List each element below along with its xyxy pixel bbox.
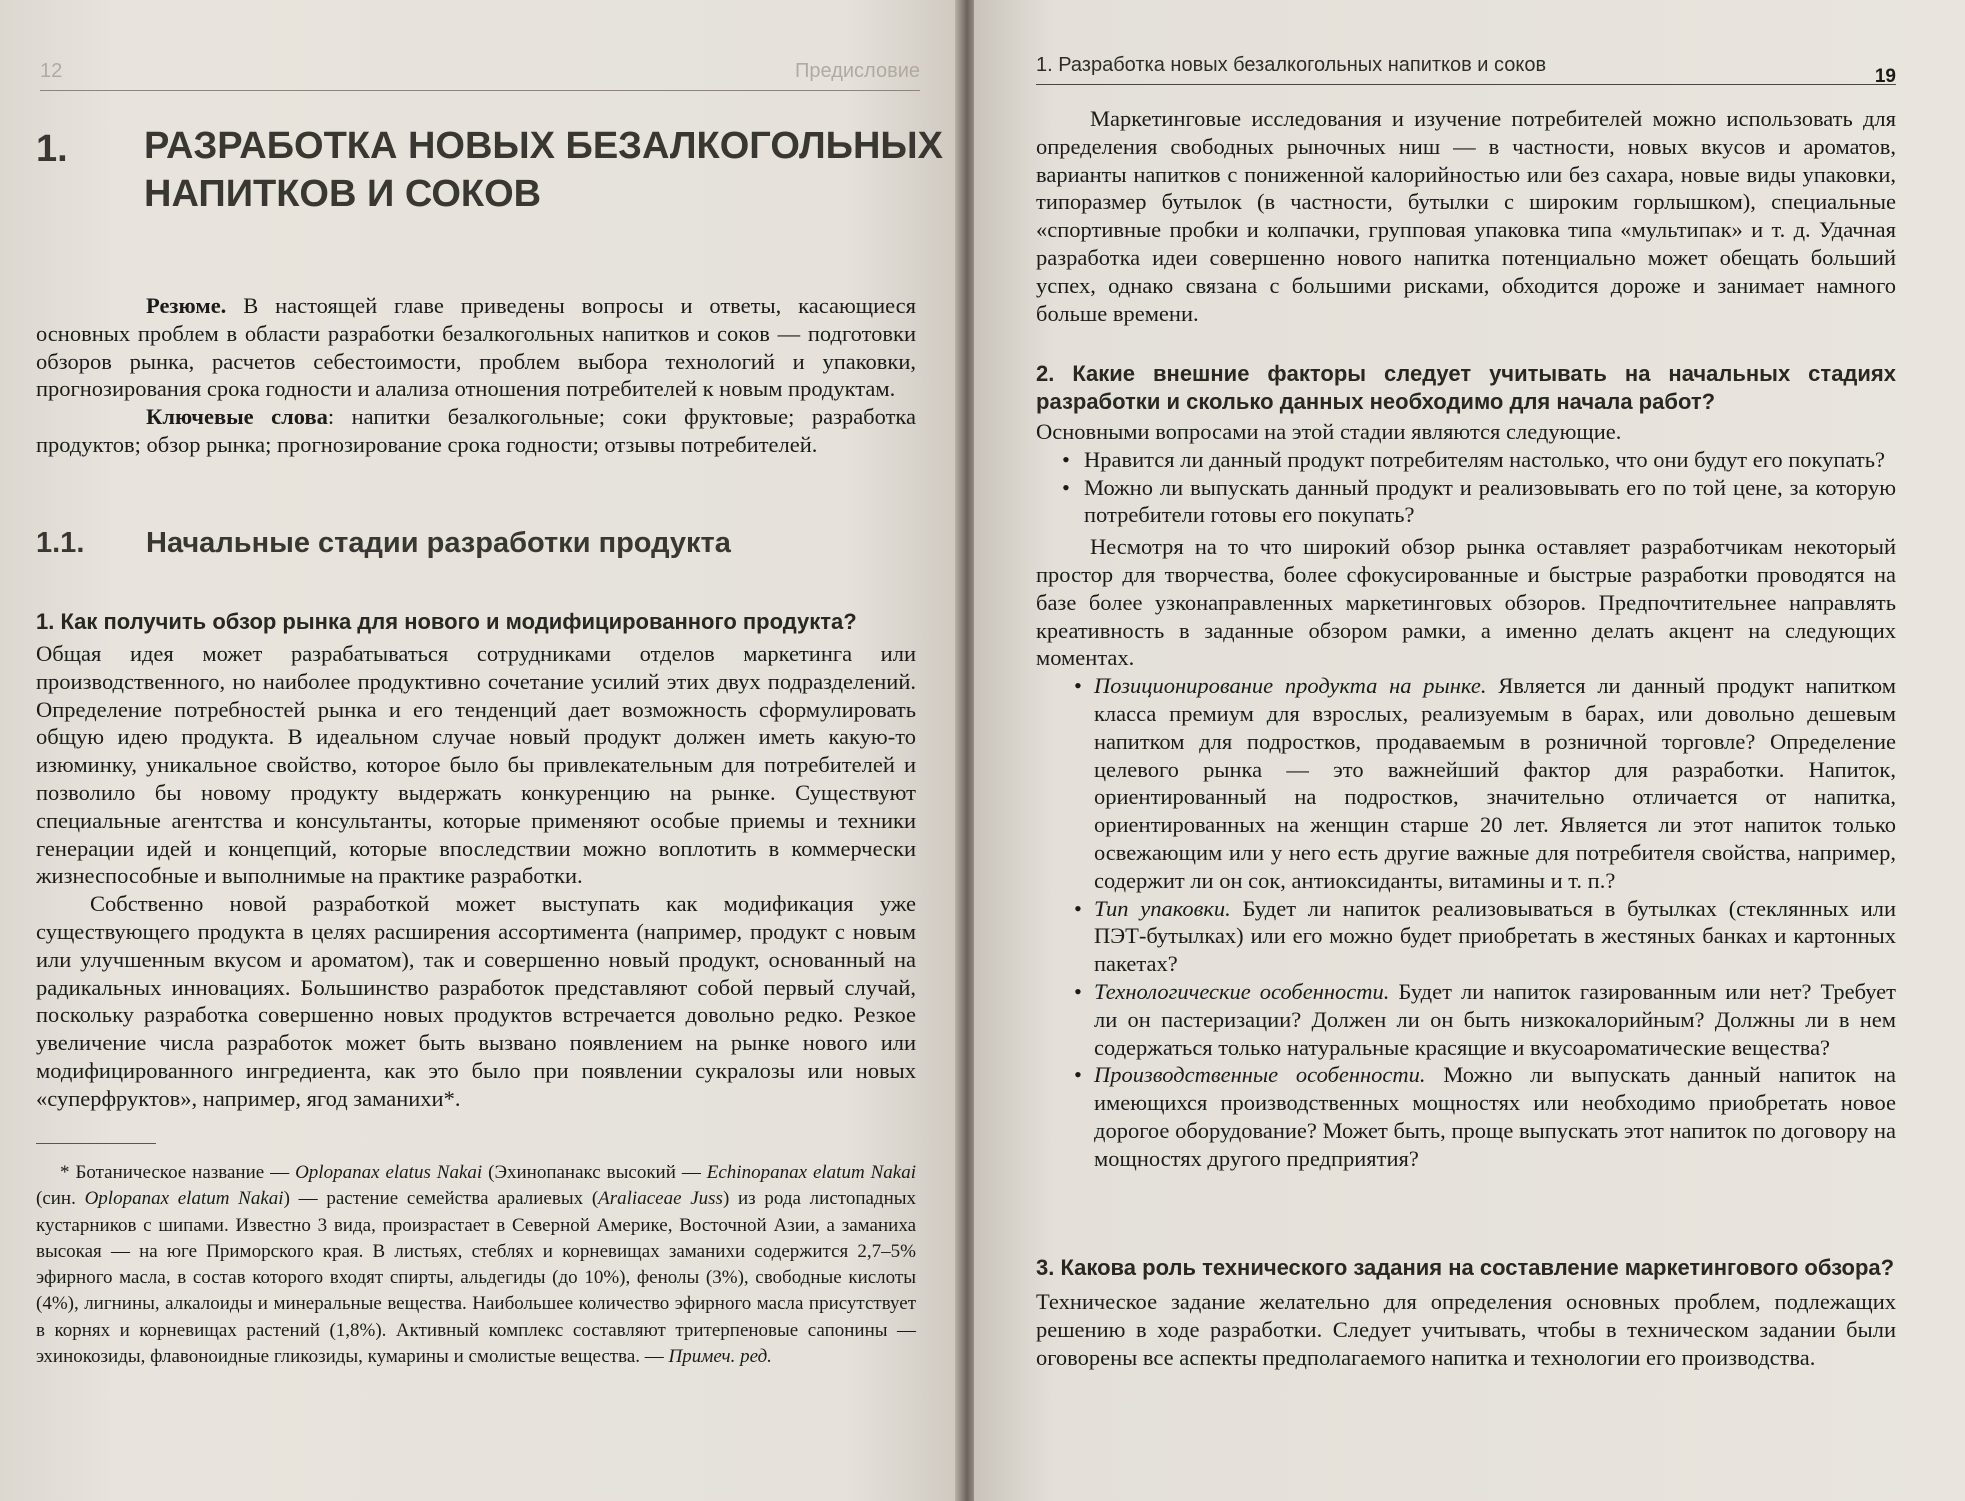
fn-text-1: * Ботаническое название — bbox=[60, 1162, 296, 1183]
summary-label: Резюме. bbox=[146, 293, 227, 318]
left-page-header bbox=[40, 52, 920, 91]
bullet-item: • Нравится ли данный продукт потребителям настолько, что они будут его покупать? bbox=[1036, 446, 1896, 474]
fn-text-4: ) — растение семейства аралиевых ( bbox=[283, 1188, 599, 1210]
chapter-title: РАЗРАБОТКА НОВЫХ БЕЗАЛКОГОЛЬНЫХ НАПИТКОВ И СОКОВ bbox=[144, 125, 943, 215]
right-page-header bbox=[1036, 50, 1896, 85]
intro-paragraph: Маркетинговые исследования и изучение потребителей можно использовать для определения свободных рыночных ниш — в частности, новых вкусов и ароматов, варианты напитков с пониженной калорийностью или без сахара, новые виды упаковки, типоразмер бутылок (в частности, бутылки с широким горлышком), специальные «спортивные пробки и колпачки, групповая упаковка типа «мультипак» и т. д. Удачная разработка идеи совершенно нового напитка потенциально может обещать больший успех, однако связана с большими рисками, обходится дороже и занимает намного больше времени. bbox=[1036, 106, 1896, 326]
bullet-item: • Можно ли выпускать данный продукт и реализовывать его по той цене, за которую потребители готовы его покупать? bbox=[1036, 474, 1896, 530]
question-3-heading: 3. Какова роль технического задания на составление маркетингового обзора? bbox=[1036, 1255, 1895, 1280]
fn-italic-5: Примеч. ред. bbox=[668, 1346, 772, 1368]
question-1-paragraph-2: Собственно новой разработкой может выступать как модификация уже существующего продукта в целях расширения ассортимента (например, продукт с новым или улучшенным вкусом и ароматом), так и совершенно новый продукт, основанный на радикальных инновациях. Большинство разработок представляют собой первый случай, поскольку разработка совершенно новых продуктов встречается довольно редко. Резкое увеличение числа разработок может быть вызвано появлением на рынке нового или модифицированного ингредиента, как это было при появлении сукралозы или новых «суперфруктов», например, ягод заманихи*. bbox=[36, 891, 916, 1111]
fn-text-3: (син. bbox=[36, 1188, 85, 1210]
point-item bbox=[1036, 895, 1896, 978]
question-2-points bbox=[1036, 672, 1896, 1172]
footnote bbox=[36, 1160, 916, 1370]
question-2 bbox=[1036, 360, 1896, 1173]
point-text: Можно ли выпускать данный напиток на имеющихся производственных мощностях или необходимо приобретать новое дорогое оборудование? Может быть, проще выпускать этот напиток по договору на мощностях другого предприятия? bbox=[1094, 1062, 1896, 1171]
question-1-paragraph-1: Общая идея может разрабатываться сотрудниками отделов маркетинга или производственного, но наиболее продуктивно сочетание усилий этих двух подразделений. Определение потребностей рынка и его тенденций дает возможность сформулировать общую идею продукта. В идеальном случае новый продукт должен иметь какую-то изюминку, уникальное свойство, которое было бы привлекательным для потребителей и позволило бы новому продукту выдержать конкуренцию на рынке. Существуют специальные агентства и консультанты, которые применяют особые приемы и техники генерации идей и концепций, которые впоследствии можно воплотить в коммерчески жизнеспособные и выполнимые на практике разработки. bbox=[36, 641, 916, 889]
question-2-bullets bbox=[1036, 446, 1896, 529]
question-3-paragraph: Техническое задание желательно для определения основных проблем, подлежащих решению в ходе разработки. Следует учитывать, чтобы в техническом задании были оговорены все аспекты предполагаемого напитка и технологии его производства. bbox=[1036, 1289, 1896, 1370]
point-item bbox=[1036, 978, 1896, 1061]
fn-italic-3: Oplopanax elatum Nakai bbox=[84, 1188, 284, 1210]
right-page bbox=[974, 0, 1965, 1501]
footnote-rule bbox=[36, 1143, 156, 1144]
section-number: 1.1. bbox=[36, 527, 85, 559]
point-label: Технологические особенности. bbox=[1094, 978, 1390, 1004]
point-label: Производственные особенности. bbox=[1094, 1062, 1426, 1088]
question-3 bbox=[1036, 1254, 1896, 1371]
question-2-heading: 2. Какие внешние факторы следует учитывать на начальных стадиях разработки и сколько данных необходимо для начала работ? bbox=[1036, 361, 1896, 414]
right-running-title: 1. Разработка новых безалкогольных напитков и соков bbox=[1036, 54, 1547, 76]
left-page bbox=[0, 0, 960, 1501]
left-page-number: 12 bbox=[40, 60, 63, 82]
point-text: Является ли данный продукт напитком класса премиум для взрослых, реализуемым в барах, или довольно дешевым напитком для подростков, продаваемым в розничной торговле? Определение целевого рынка — это важнейший фактор для разработки. Напиток, ориентированный на подростков, значительно отличается от напитка, ориентированных на женщин старше 20 лет. Является ли этот напиток только освежающим или у него есть другие важные для потребителя свойства, например, содержит ли он сок, антиоксиданты, витамины и т. п.? bbox=[1094, 673, 1896, 893]
point-text: Будет ли напиток реализовываться в бутылках (стеклянных или ПЭТ-бутылках) или его можно будет приобретать в жестяных банках и картонных пакетах? bbox=[1094, 895, 1897, 977]
fn-text-5: ) из рода листопадных кустарников с шипами. Известно 3 вида, произрастает в Северной Америке, Восточной Азии, а заманиха высокая — на юге Приморского края. В листьях, стеблях и корневищах заманихи содержится 2,7–5% эфирного масла, в состав которого входят спирты, альдегиды (до 10%), фенолы (3%), свободные кислоты (4%), лигнины, алкалоиды и минеральные вещества. Наибольшее количество эфирного масла присутствует в корнях и корневищах растений (1,8%). Активный комплекс составляют тритерпеновые сапонины — эхинокозиды, флавоноидные гликозиды, кумарины и смолистые вещества. — bbox=[36, 1188, 917, 1368]
question-1-heading: 1. Как получить обзор рынка для нового и модифицированного продукта? bbox=[36, 609, 857, 634]
fn-text-2: (Эхинопанакс высокий — bbox=[482, 1162, 707, 1183]
point-item bbox=[1036, 672, 1896, 894]
keywords-label: Ключевые слова bbox=[146, 404, 328, 430]
point-item bbox=[1036, 1061, 1896, 1172]
summary-block bbox=[36, 292, 916, 459]
point-label: Позиционирование продукта на рынке. bbox=[1094, 673, 1487, 699]
question-1 bbox=[36, 608, 916, 1113]
chapter-number: 1. bbox=[36, 128, 68, 170]
point-text: Будет ли напиток газированным или нет? Требует ли он пастеризации? Должен ли он быть низкокалорийным? Должны ли в нем содержаться только натуральные красящие и вкусоароматические вещества? bbox=[1094, 978, 1896, 1060]
fn-italic-1: Oplopanax elatus Nakai bbox=[295, 1162, 483, 1183]
question-2-lead: Основными вопросами на этой стадии являются следующие. bbox=[1036, 419, 1622, 444]
point-label: Тип упаковки. bbox=[1094, 895, 1231, 921]
question-2-paragraph-2: Несмотря на то что широкий обзор рынка оставляет разработчикам некоторый простор для творчества, более сфокусированные и быстрые разработки проводятся на базе более узконаправленных маркетинговых обзоров. Предпочтительнее направлять креативность в заданные обзором рамки, а именно делать акцент на следующих моментах. bbox=[1036, 534, 1896, 671]
right-page-number: 19 bbox=[1874, 66, 1896, 87]
section-title: Начальные стадии разработки продукта bbox=[146, 527, 731, 559]
intro-block bbox=[1036, 105, 1896, 327]
keywords-text: : напитки безалкогольные; соки фруктовые; разработка продуктов; обзор рынка; прогнозирование срока годности; отзывы потребителей. bbox=[36, 404, 916, 457]
left-running-title: Предисловие bbox=[795, 60, 920, 82]
fn-italic-4: Araliaceae Juss bbox=[598, 1188, 723, 1210]
summary-text: В настоящей главе приведены вопросы и ответы, касающиеся основных проблем в области разработки безалкогольных напитков и соков — подготовки обзоров рынка, расчетов себестоимости, проблем выбора технологий и упаковки, прогнозирования срока годности и алализа отношения потребителей к новым продуктам. bbox=[36, 293, 916, 402]
fn-italic-2: Echinopanax elatum Nakai bbox=[706, 1162, 916, 1183]
